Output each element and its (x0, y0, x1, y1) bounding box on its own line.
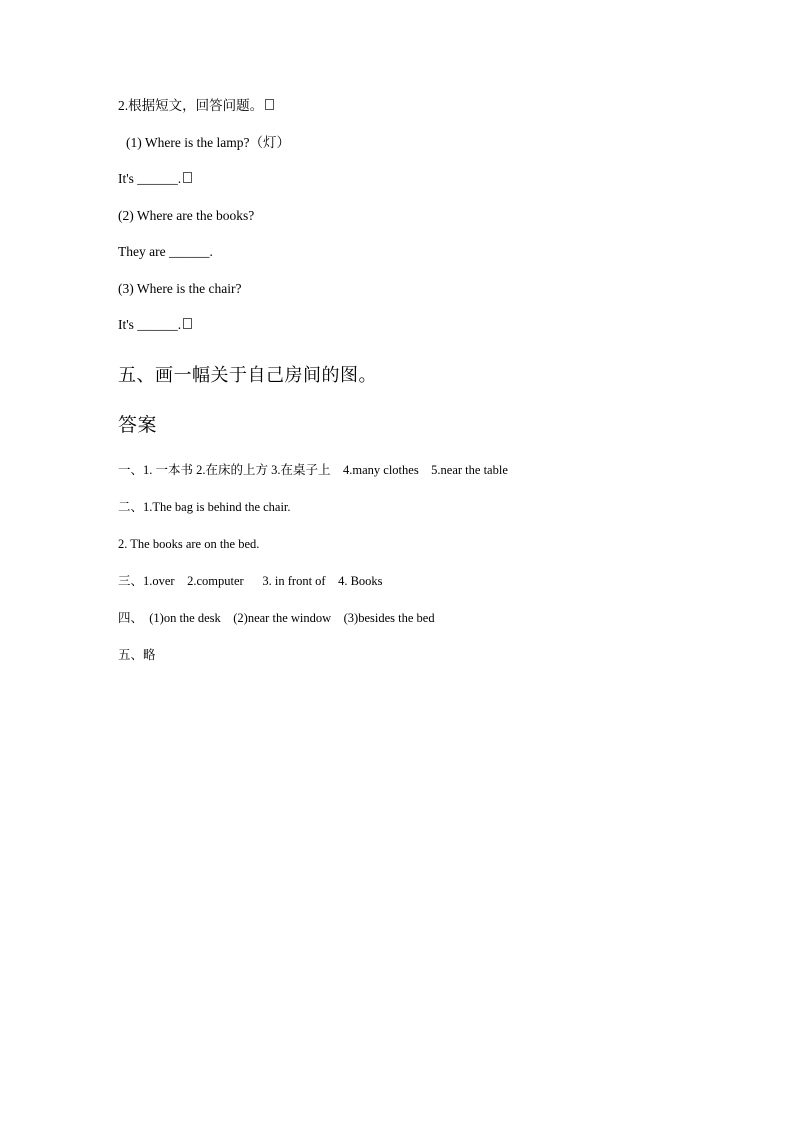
answer-line-5: 四、 (1)on the desk (2)near the window (3)besides the bed (118, 611, 435, 626)
empty-box-icon (265, 99, 274, 110)
answer-blank-3-text: It's ______. (118, 317, 182, 333)
answer-line-2: 二、1.The bag is behind the chair. (118, 499, 291, 514)
reading-prompt (118, 96, 678, 116)
empty-box-icon (183, 172, 192, 183)
answer-line-6: 五、略 (118, 648, 156, 663)
question-2: (2) Where are the books? (118, 207, 255, 223)
answer-blank-3 (118, 315, 678, 335)
answer-line-1: 一、1. 一本书 2.在床的上方 3.在桌子上 4.many clothes 5.near the table (118, 462, 508, 477)
answer-line-3: 2. The books are on the bed. (118, 536, 260, 551)
question-3: (3) Where is the chair? (118, 280, 242, 296)
answer-blank-1-text: It's ______. (118, 171, 182, 187)
question-1: (1) Where is the lamp?（灯） (126, 134, 290, 150)
empty-box-icon (183, 318, 192, 329)
answer-line-4: 三、1.over 2.computer 3. in front of 4. Books (118, 574, 383, 589)
reading-prompt-text: 2.根据短文，回答问题。 (118, 98, 264, 113)
section-five-heading: 五、画一幅关于自己房间的图。 (118, 364, 377, 386)
answers-heading: 答案 (118, 414, 158, 437)
answer-blank-2: They are ______. (118, 244, 213, 260)
answer-blank-1 (118, 169, 678, 189)
document-content (118, 96, 678, 683)
